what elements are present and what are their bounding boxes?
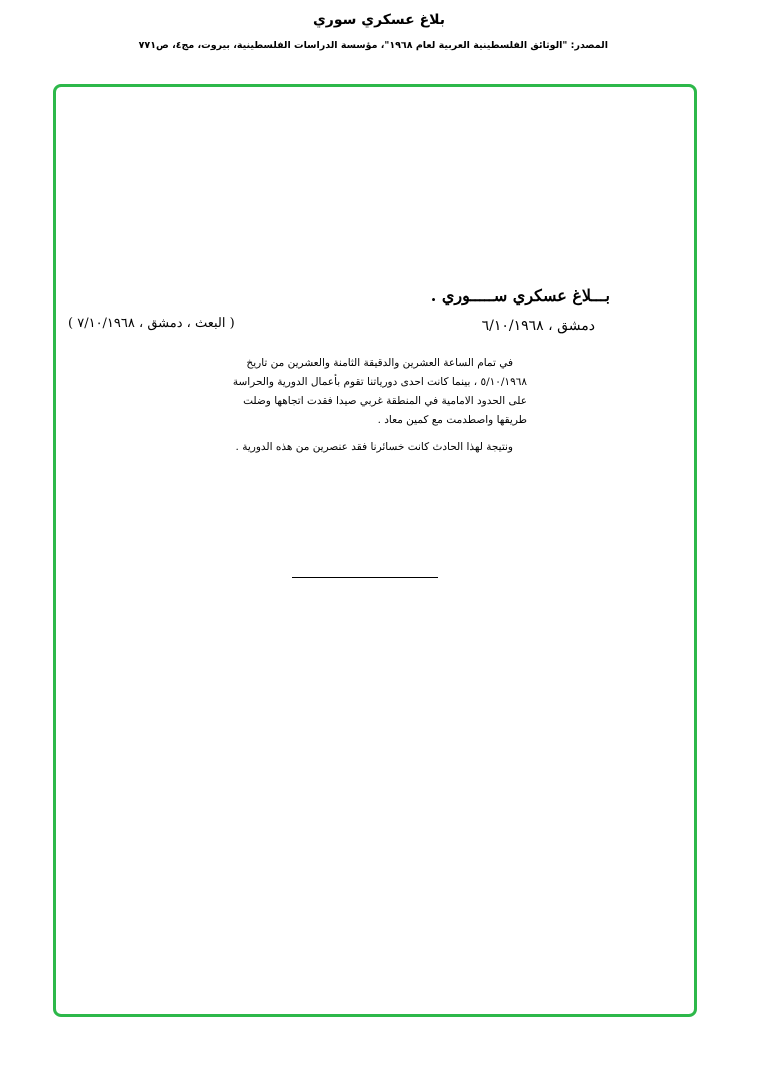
- document-source-note: ( البعث ، دمشق ، ٧/١٠/١٩٦٨ ): [68, 316, 235, 331]
- end-rule-divider: [292, 577, 438, 578]
- document-title: بـــلاغ عسكري ســـــوري .: [430, 286, 610, 305]
- body-paragraph: في تمام الساعة العشرين والدقيقة الثامنة والعشرين من تاريخ ٥/١٠/١٩٦٨ ، بينما كانت احدى دورياتنا تقوم بأعمال الدورية والحراسة على الحدود الامامية في المنطقة غربي صيدا فقدت اتجاهها وضلت طريقها واصطدمت مع كمين معاد .: [232, 357, 527, 426]
- source-citation: المصدر: "الوثائق الفلسطينية العربية لعام ١٩٦٨"، مؤسسة الدراسات الفلسطينية، بيروت، مج٤، ص٧٧١: [138, 40, 608, 51]
- document-body: [232, 354, 527, 465]
- document-frame: [53, 84, 697, 1017]
- page-title: بلاغ عسكري سوري: [312, 12, 446, 28]
- document-dateline: دمشق ، ٦/١٠/١٩٦٨: [481, 318, 595, 334]
- body-paragraph: ونتيجة لهذا الحادث كانت خسائرنا فقد عنصرين من هذه الدورية .: [235, 441, 513, 453]
